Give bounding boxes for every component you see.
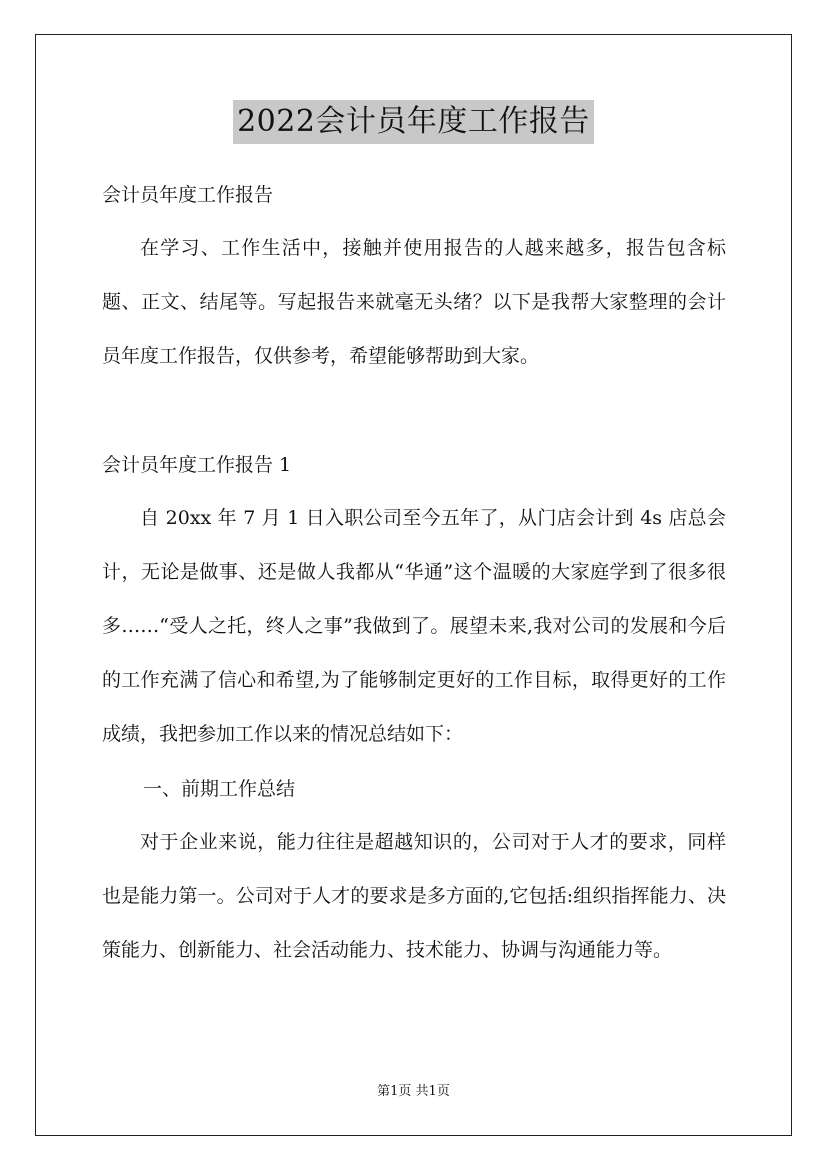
section1-paragraph-2: 对于企业来说，能力往往是超越知识的，公司对于人才的要求，同样也是能力第一。公司对于人才的要求是多方面的,它包括:组织指挥能力、决策能力、创新能力、社会活动能力、技术能力、协调与沟通能力等。	[102, 831, 726, 961]
section1-paragraph-1: 自 20xx 年 7 月 1 日入职公司至今五年了，从门店会计到 4s 店总会计，无论是做事、还是做人我都从“华通”这个温暖的大家庭学到了很多很多……“受人之托，终人之事”我做到了。展望未来,我对公司的发展和今后的工作充满了信心和希望,为了能够制定更好的工作目标，取得更好的工作成绩，我把参加工作以来的情况总结如下：	[102, 507, 726, 745]
document-title: 2022会计员年度工作报告	[233, 100, 594, 144]
section-heading-1: 会计员年度工作报告 1	[102, 454, 292, 476]
document-subtitle: 会计员年度工作报告	[102, 184, 274, 206]
intro-paragraph: 在学习、工作生活中，接触并使用报告的人越来越多，报告包含标题、正文、结尾等。写起报告来就毫无头绪？以下是我帮大家整理的会计员年度工作报告，仅供参考，希望能够帮助到大家。	[102, 237, 726, 367]
title-wrap	[0, 100, 827, 144]
sub-heading-early-work: 一、前期工作总结	[143, 778, 296, 800]
page-footer: 第1页 共1页	[377, 1084, 450, 1099]
